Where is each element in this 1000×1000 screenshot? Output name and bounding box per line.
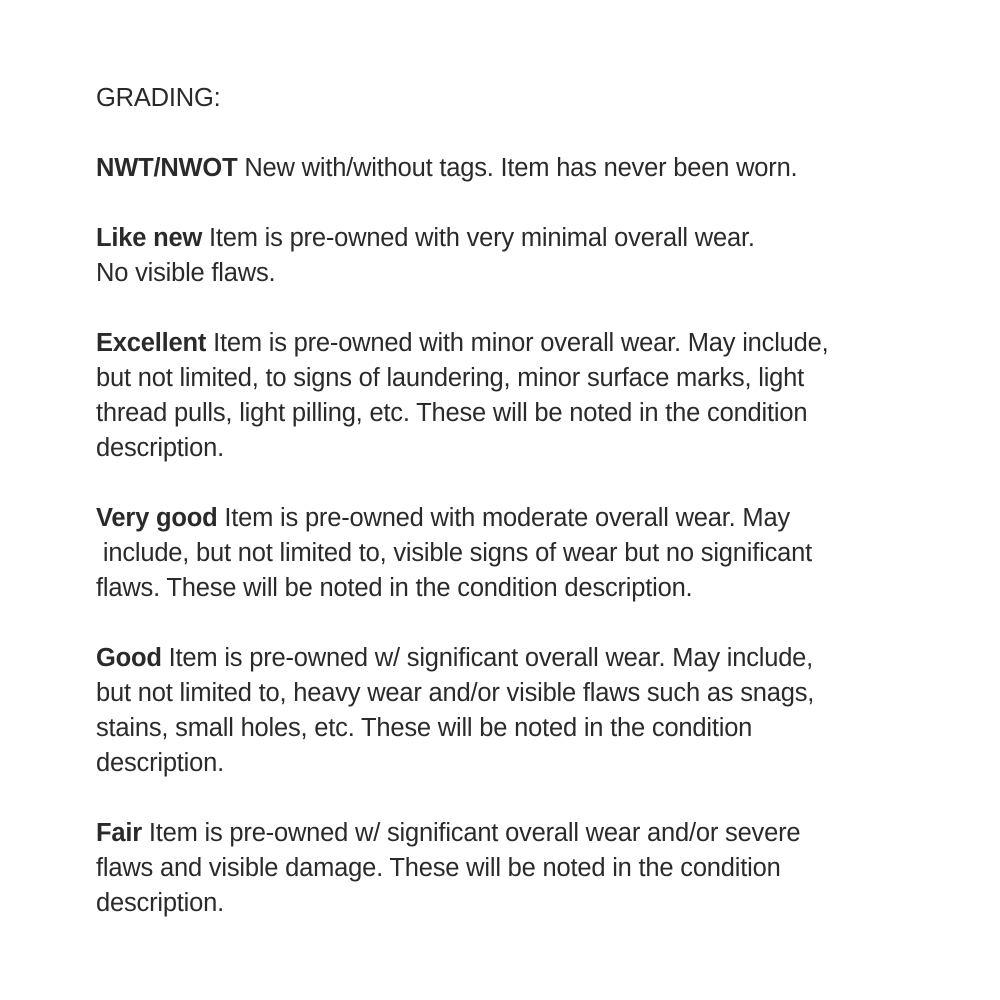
grade-line — [96, 501, 920, 536]
grade-line — [96, 326, 920, 361]
grade-excellent — [96, 326, 920, 466]
grade-description: flaws. These will be noted in the condition description. — [96, 574, 693, 602]
grade-description: New with/without tags. Item has never been worn. — [237, 154, 798, 182]
grade-term: Very good — [96, 504, 218, 532]
grade-line — [96, 641, 920, 676]
grade-description: thread pulls, light pilling, etc. These will be noted in the condition — [96, 399, 808, 427]
grade-very-good — [96, 501, 920, 606]
grade-good — [96, 641, 920, 781]
grade-description: Item is pre-owned with minor overall wear. May include, — [206, 329, 829, 357]
grade-description: description. — [96, 889, 225, 917]
grade-term: NWT/NWOT — [96, 154, 238, 182]
grade-description: No visible flaws. — [96, 259, 276, 287]
grade-term: Excellent — [96, 329, 207, 357]
grade-description: description. — [96, 434, 225, 462]
grade-description: stains, small holes, etc. These will be noted in the condition — [96, 714, 753, 742]
grade-description: Item is pre-owned with very minimal overall wear. — [202, 224, 755, 252]
grade-line — [96, 816, 920, 851]
grade-description: Item is pre-owned w/ significant overall wear and/or severe — [141, 819, 801, 847]
grade-description: include, but not limited to, visible signs of wear but no significant — [96, 539, 812, 567]
grade-line — [96, 221, 920, 256]
grade-description: description. — [96, 749, 225, 777]
grade-like-new — [96, 221, 920, 291]
grade-description: but not limited to, heavy wear and/or visible flaws such as snags, — [96, 679, 815, 707]
grade-description: Item is pre-owned w/ significant overall wear. May include, — [161, 644, 814, 672]
grading-heading: GRADING: — [96, 84, 221, 112]
grade-term: Like new — [96, 224, 203, 252]
grade-description: Item is pre-owned with moderate overall wear. May — [217, 504, 790, 532]
grade-description: but not limited, to signs of laundering, minor surface marks, light — [96, 364, 805, 392]
grade-nwt-nwot — [96, 151, 920, 186]
grade-line — [96, 151, 920, 186]
grade-fair — [96, 816, 920, 921]
grade-term: Good — [96, 644, 162, 672]
grade-term: Fair — [96, 819, 142, 847]
grade-description: flaws and visible damage. These will be noted in the condition — [96, 854, 781, 882]
